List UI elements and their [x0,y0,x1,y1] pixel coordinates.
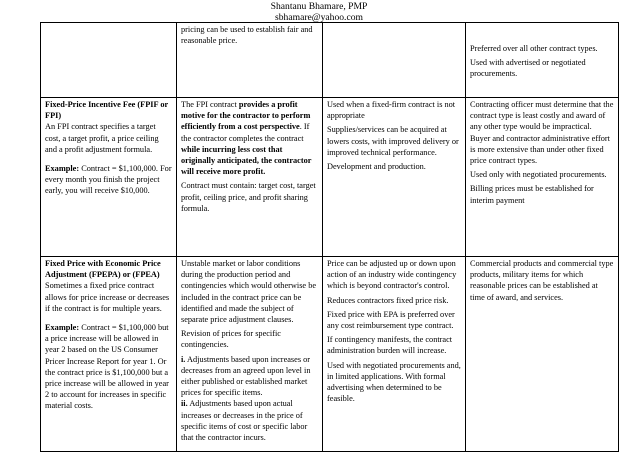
table-row [41,257,619,452]
table-cell [323,98,466,257]
cell-text: Fixed price with EPA is preferred over any cost reimbursement type contract. [327,309,455,331]
cell-text: Used with negotiated procurements and, in limited applications. With formal advertising when determined to be feasible. [327,360,461,404]
example-text: Example: Contract = $1,100,000 but a price increase will be allowed in year 2 based on the US Consumer Pricer Increase Report for year 1. Or the contract price is $1,100,000 but a price increase will be allowed in year 2 to account for increases in specific material costs. [45,323,169,411]
cell-text: ii. Adjustments based upon actual increases or decreases in the price of specific items of cost or specific labor that the contractor incurs. [181,399,308,443]
table-cell [177,98,323,257]
table-cell [41,257,177,452]
example-text: Example: Contract = $1,100,000. For every month you finish the project early, you will receive $10,000. [45,164,172,196]
cell-text: Sometimes a fixed price contract allows for price increase or decreases if the contract is for multiple years. [45,281,170,313]
author-email: sbhamare@yahoo.com [275,12,363,23]
cell-text: If contingency manifests, the contract administration burden will increase. [327,335,453,356]
cell-text: Contracting officer must determine that the contract type is least costly and award of any other type would be impractical. [470,100,614,132]
cell-text: Unstable market or labor conditions during the production period and contingencies which would otherwise be included in the contract price can be identified and made the subject of separate price adjustment clauses. [181,259,317,325]
contract-type-title: Fixed-Price Incentive Fee (FPIF or FPI) [45,100,169,121]
cell-text: Revision of prices for specific contingencies. [181,329,281,350]
cell-text: Billing prices must be established for interim payment [470,184,594,205]
cell-text: An FPI contract specifies a target cost, a target profit, a price ceiling and a profit adjustment formula. [45,122,159,154]
cell-text: Price can be adjusted up or down upon action of an industry wide contingency which is beyond contractor's control. [327,259,457,291]
contract-types-table [40,22,619,452]
table-cell [466,257,619,452]
cell-text: Contract must contain: target cost, target profit, ceiling price, and profit sharing formula. [181,181,316,213]
table-cell [466,23,619,98]
table-cell [323,23,466,98]
cell-text: Buyer and contractor administrative effort is more extensive than under other fixed price contract types. [470,133,610,166]
author-name: Shantanu Bhamare, PMP [270,1,368,12]
table-cell [177,23,323,98]
cell-text: Preferred over all other contract types. [470,44,598,53]
table-row [41,98,619,257]
cell-text: Supplies/services can be acquired at lowers costs, with improved delivery or improved technical performance. [327,125,459,157]
table-cell [177,257,323,452]
table-cell [41,23,177,98]
cell-text: Development and production. [327,162,426,172]
cell-text: Used with advertised or negotiated procurements. [470,58,586,79]
cell-text: Commercial products and commercial type products, military items for which reasonable prices can be established at time of award, and services. [470,259,614,302]
cell-text: pricing can be used to establish fair and reasonable price. [181,25,313,46]
cell-text: i. Adjustments based upon increases or decreases from an agreed upon level in either published or established market prices for specific items. [181,354,311,398]
cell-text: Used only with negotiated procurements. [470,170,607,180]
cell-text: Reduces contractors fixed price risk. [327,295,449,305]
table-cell [323,257,466,452]
table-cell [466,98,619,257]
cell-text: Used when a fixed-firm contract is not appropriate [327,100,456,121]
table-cell [41,98,177,257]
table-row [41,23,619,98]
contract-type-title: Fixed Price with Economic Price Adjustment (FPEPA) or (FPEA) [45,259,161,280]
cell-text: The FPI contract provides a profit motive for the contractor to perform efficiently from a cost perspective. If the contractor completes the contract while incurring less cost that originally anticipated, the contractor will receive more profit. [181,100,312,177]
